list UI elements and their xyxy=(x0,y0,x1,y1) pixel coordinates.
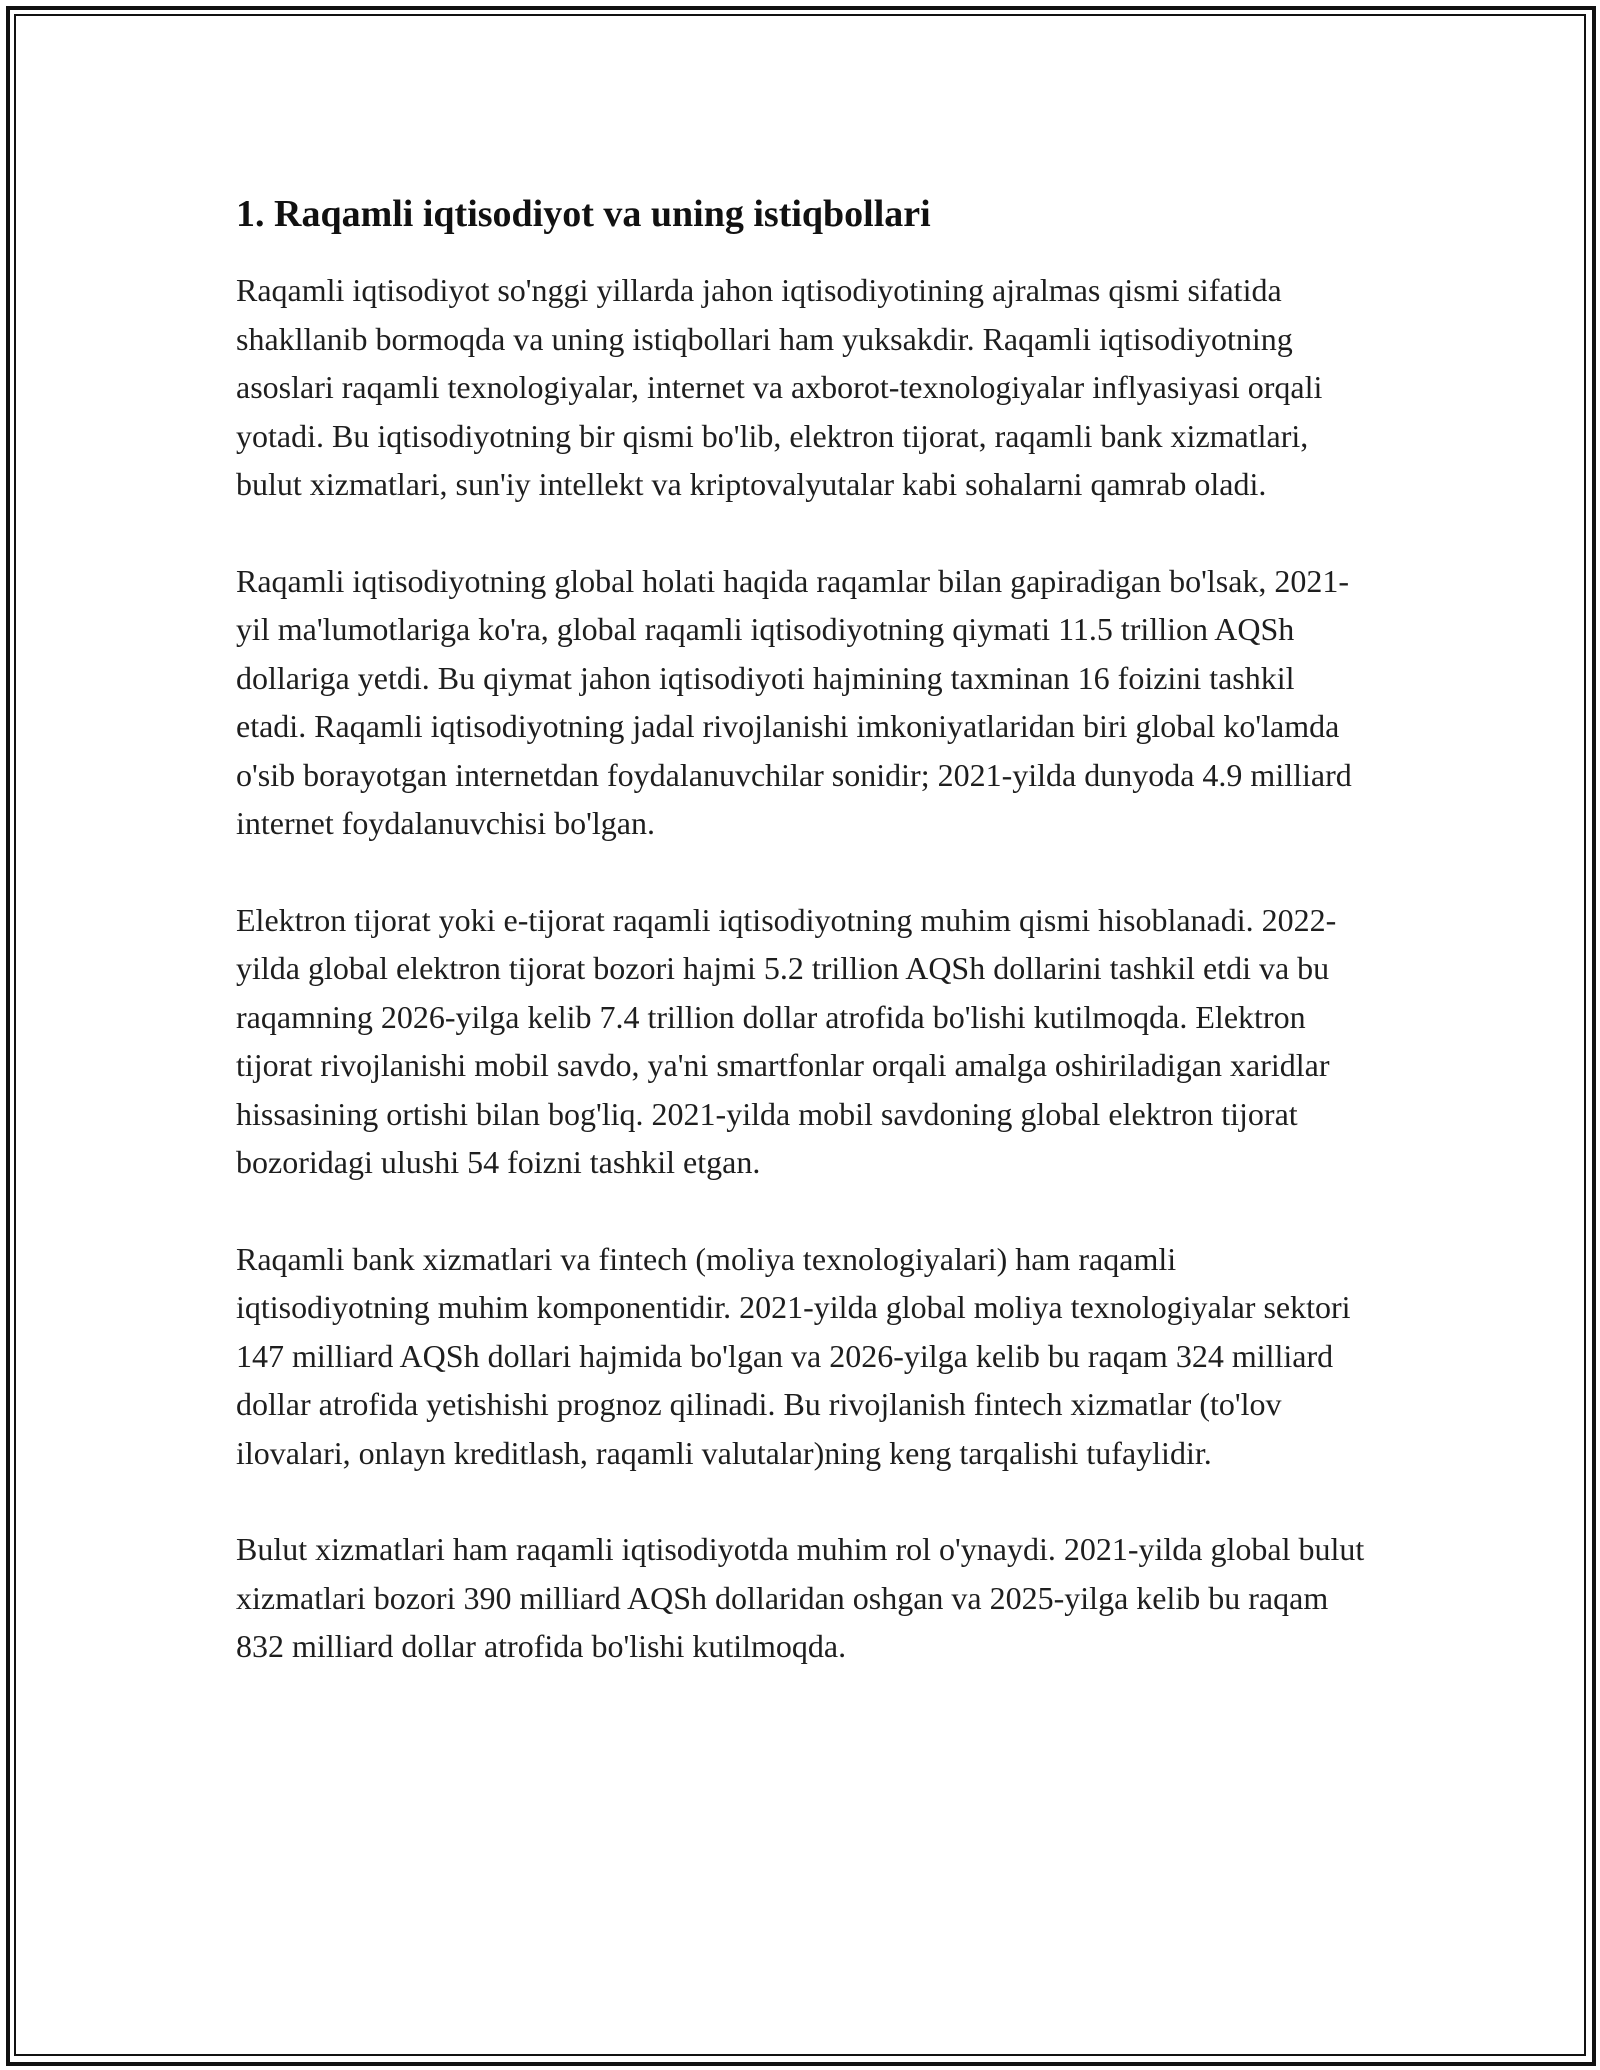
paragraph-global-state: Raqamli iqtisodiyotning global holati haqida raqamlar bilan gapiradigan bo'lsak, 2021-yil ma'lumotlariga ko'ra, global raqamli iqtisodiyotning qiymati 11.5 trillion AQSh dollariga yetdi. Bu qiymat jahon iqtisodiyoti hajmining taxminan 16 foizini tashkil etadi. Raqamli iqtisodiyotning jadal rivojlanishi imkoniyatlaridan biri global ko'lamda o'sib borayotgan internetdan foydalanuvchilar sonidir; 2021-yilda dunyoda 4.9 milliard internet foydalanuvchisi bo'lgan. xyxy=(236,562,1352,841)
section-title: 1. Raqamli iqtisodiyot va uning istiqbollari xyxy=(236,193,931,235)
paragraph-cloud-services: Bulut xizmatlari ham raqamli iqtisodiyotda muhim rol o'ynaydi. 2021-yilda global bulut xizmatlari bozori 390 milliard AQSh dollaridan oshgan va 2025-yilga kelib bu raqam 832 milliard dollar atrofida bo'lishi kutilmoqda. xyxy=(236,1531,1365,1664)
paragraph-e-commerce: Elektron tijorat yoki e-tijorat raqamli iqtisodiyotning muhim qismi hisoblanadi. 2022-yilda global elektron tijorat bozori hajmi 5.2 trillion AQSh dollarini tashkil etdi va bu raqamning 2026-yilga kelib 7.4 trillion dollar atrofida bo'lishi kutilmoqda. Elektron tijorat rivojlanishi mobil savdo, ya'ni smartfonlar orqali amalga oshiriladigan xaridlar hissasining ortishi bilan bog'liq. 2021-yilda mobil savdoning global elektron tijorat bozoridagi ulushi 54 foizni tashkil etgan. xyxy=(236,901,1337,1180)
paragraph-fintech: Raqamli bank xizmatlari va fintech (moliya texnologiyalari) ham raqamli iqtisodiyotning muhim komponentidir. 2021-yilda global moliya texnologiyalar sektori 147 milliard AQSh dollari hajmida bo'lgan va 2026-yilga kelib bu raqam 324 milliard dollar atrofida yetishishi prognoz qilinadi. Bu rivojlanish fintech xizmatlar (to'lov ilovalari, onlayn kreditlash, raqamli valutalar)ning keng tarqalishi tufaylidir. xyxy=(236,1240,1351,1471)
document-body xyxy=(236,190,1366,1719)
paragraph-intro: Raqamli iqtisodiyot so'nggi yillarda jahon iqtisodiyotining ajralmas qismi sifatida shakllanib bormoqda va uning istiqbollari ham yuksakdir. Raqamli iqtisodiyotning asoslari raqamli texnologiyalar, internet va axborot-texnologiyalar inflyasiyasi orqali yotadi. Bu iqtisodiyotning bir qismi bo'lib, elektron tijorat, raqamli bank xizmatlari, bulut xizmatlari, sun'iy intellekt va kriptovalyutalar kabi sohalarni qamrab oladi. xyxy=(236,272,1323,502)
